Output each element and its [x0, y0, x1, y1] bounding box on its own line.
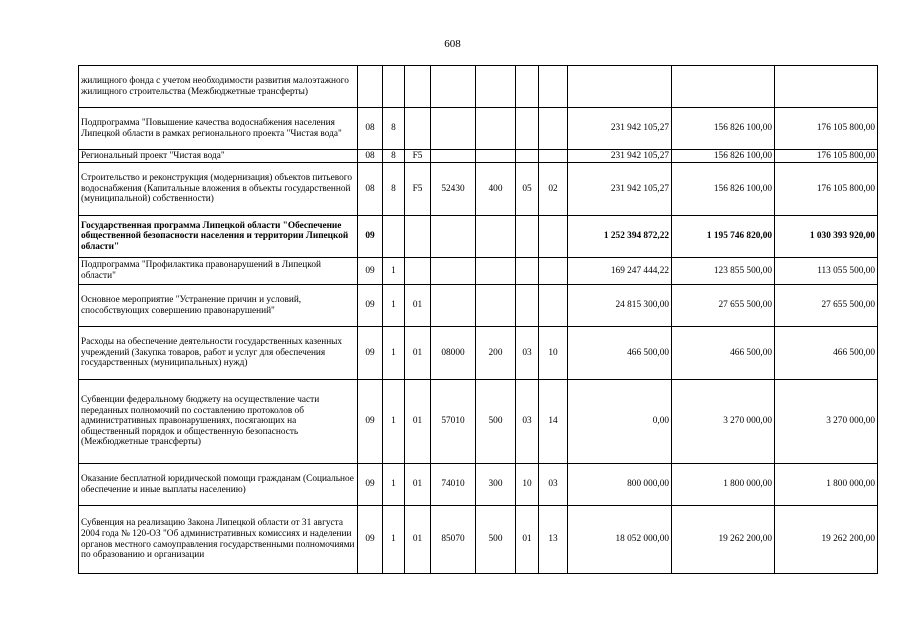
subprogram-code: 8	[383, 150, 405, 163]
amount-year-2: 27 655 500,00	[672, 285, 775, 327]
direction-code	[431, 66, 476, 108]
row-name: Подпрограмма "Повышение качества водоснабжения населения Липецкой области в рамках регионального проекта "Чистая вода"	[79, 108, 358, 150]
row-name: жилищного фонда с учетом необходимости развития малоэтажного жилищного строительства (Межбюджетные трансферты)	[79, 66, 358, 108]
gp-code: 09	[358, 506, 383, 574]
row-name: Расходы на обеспечение деятельности государственных казенных учреждений (Закупка товаров, работ и услуг для обеспечения государственных (муниципальных) нужд)	[79, 327, 358, 380]
amount-year-1: 18 052 000,00	[568, 506, 672, 574]
amount-year-3	[775, 66, 878, 108]
amount-year-3: 113 055 500,00	[775, 258, 878, 285]
amount-year-1	[568, 66, 672, 108]
subsection-code: 10	[539, 327, 568, 380]
direction-code	[431, 285, 476, 327]
section-code	[516, 285, 539, 327]
amount-year-3: 1 030 393 920,00	[775, 216, 878, 258]
direction-code	[431, 216, 476, 258]
direction-code: 57010	[431, 380, 476, 464]
gp-code: 09	[358, 258, 383, 285]
amount-year-2: 156 826 100,00	[672, 150, 775, 163]
table-row	[79, 258, 878, 285]
amount-year-2: 466 500,00	[672, 327, 775, 380]
event-code: 01	[405, 285, 431, 327]
section-code	[516, 150, 539, 163]
direction-code: 08000	[431, 327, 476, 380]
gp-code: 09	[358, 380, 383, 464]
table-row	[79, 464, 878, 506]
gp-code: 08	[358, 163, 383, 216]
event-code	[405, 216, 431, 258]
subprogram-code	[383, 216, 405, 258]
amount-year-1: 231 942 105,27	[568, 163, 672, 216]
amount-year-3: 176 105 800,00	[775, 108, 878, 150]
subsection-code	[539, 150, 568, 163]
table-row	[79, 327, 878, 380]
event-code	[405, 66, 431, 108]
expense-type-code	[476, 285, 516, 327]
subprogram-code: 8	[383, 163, 405, 216]
amount-year-3: 3 270 000,00	[775, 380, 878, 464]
direction-code	[431, 258, 476, 285]
expense-type-code: 500	[476, 506, 516, 574]
subsection-code: 03	[539, 464, 568, 506]
gp-code: 08	[358, 150, 383, 163]
subprogram-code: 1	[383, 327, 405, 380]
amount-year-1: 231 942 105,27	[568, 150, 672, 163]
amount-year-3: 1 800 000,00	[775, 464, 878, 506]
amount-year-2: 3 270 000,00	[672, 380, 775, 464]
expense-type-code	[476, 108, 516, 150]
amount-year-1: 24 815 300,00	[568, 285, 672, 327]
event-code: F5	[405, 150, 431, 163]
expense-type-code	[476, 216, 516, 258]
amount-year-1: 800 000,00	[568, 464, 672, 506]
event-code: 01	[405, 506, 431, 574]
event-code	[405, 108, 431, 150]
amount-year-3: 466 500,00	[775, 327, 878, 380]
amount-year-2	[672, 66, 775, 108]
row-name: Региональный проект "Чистая вода"	[79, 150, 358, 163]
gp-code: 08	[358, 108, 383, 150]
section-code	[516, 108, 539, 150]
table-row	[79, 380, 878, 464]
subsection-code	[539, 285, 568, 327]
subsection-code	[539, 66, 568, 108]
gp-code: 09	[358, 327, 383, 380]
section-code: 03	[516, 380, 539, 464]
expense-type-code: 500	[476, 380, 516, 464]
row-name: Государственная программа Липецкой области "Обеспечение общественной безопасности населения и территории Липецкой области"	[79, 216, 358, 258]
amount-year-1: 231 942 105,27	[568, 108, 672, 150]
section-code: 10	[516, 464, 539, 506]
section-code	[516, 216, 539, 258]
event-code: 01	[405, 327, 431, 380]
row-name: Субвенция на реализацию Закона Липецкой области от 31 августа 2004 года № 120-ОЗ "Об административных комиссиях и наделении органов местного самоуправления государственными полномочиями по образованию и организации	[79, 506, 358, 574]
table-row	[79, 66, 878, 108]
amount-year-2: 156 826 100,00	[672, 108, 775, 150]
table-row	[79, 285, 878, 327]
subsection-code: 14	[539, 380, 568, 464]
expense-type-code: 400	[476, 163, 516, 216]
amount-year-2: 19 262 200,00	[672, 506, 775, 574]
amount-year-1: 169 247 444,22	[568, 258, 672, 285]
subsection-code: 13	[539, 506, 568, 574]
subsection-code	[539, 216, 568, 258]
subsection-code: 02	[539, 163, 568, 216]
gp-code: 09	[358, 285, 383, 327]
subprogram-code: 1	[383, 506, 405, 574]
amount-year-1: 1 252 394 872,22	[568, 216, 672, 258]
expense-type-code: 200	[476, 327, 516, 380]
subprogram-code	[383, 66, 405, 108]
subsection-code	[539, 108, 568, 150]
event-code: F5	[405, 163, 431, 216]
amount-year-3: 176 105 800,00	[775, 150, 878, 163]
event-code: 01	[405, 380, 431, 464]
section-code: 01	[516, 506, 539, 574]
table-row	[79, 150, 878, 163]
expense-type-code: 300	[476, 464, 516, 506]
amount-year-2: 1 195 746 820,00	[672, 216, 775, 258]
subprogram-code: 1	[383, 258, 405, 285]
gp-code: 09	[358, 216, 383, 258]
section-code: 05	[516, 163, 539, 216]
section-code: 03	[516, 327, 539, 380]
expense-type-code	[476, 258, 516, 285]
row-name: Строительство и реконструкция (модернизация) объектов питьевого водоснабжения (Капитальные вложения в объекты государственной (муниципальной) собственности)	[79, 163, 358, 216]
section-code	[516, 66, 539, 108]
amount-year-2: 123 855 500,00	[672, 258, 775, 285]
row-name: Оказание бесплатной юридической помощи гражданам (Социальное обеспечение и иные выплаты населению)	[79, 464, 358, 506]
amount-year-3: 27 655 500,00	[775, 285, 878, 327]
direction-code	[431, 150, 476, 163]
row-name: Субвенции федеральному бюджету на осуществление части переданных полномочий по составлению протоколов об административных правонарушениях, посягающих на общественный порядок и общественную безопасность (Межбюджетные трансферты)	[79, 380, 358, 464]
gp-code	[358, 66, 383, 108]
amount-year-3: 19 262 200,00	[775, 506, 878, 574]
section-code	[516, 258, 539, 285]
table-row	[79, 506, 878, 574]
amount-year-3: 176 105 800,00	[775, 163, 878, 216]
subprogram-code: 1	[383, 464, 405, 506]
expense-type-code	[476, 150, 516, 163]
subsection-code	[539, 258, 568, 285]
subprogram-code: 8	[383, 108, 405, 150]
table-row	[79, 108, 878, 150]
page-number: 608	[444, 38, 461, 50]
row-name: Основное мероприятие "Устранение причин и условий, способствующих совершению правонарушений"	[79, 285, 358, 327]
amount-year-2: 1 800 000,00	[672, 464, 775, 506]
gp-code: 09	[358, 464, 383, 506]
amount-year-1: 0,00	[568, 380, 672, 464]
table-row	[79, 163, 878, 216]
direction-code	[431, 108, 476, 150]
expense-type-code	[476, 66, 516, 108]
budget-table	[78, 65, 878, 574]
amount-year-1: 466 500,00	[568, 327, 672, 380]
direction-code: 85070	[431, 506, 476, 574]
event-code	[405, 258, 431, 285]
row-name: Подпрограмма "Профилактика правонарушений в Липецкой области"	[79, 258, 358, 285]
direction-code: 52430	[431, 163, 476, 216]
subprogram-code: 1	[383, 380, 405, 464]
direction-code: 74010	[431, 464, 476, 506]
event-code: 01	[405, 464, 431, 506]
table-row	[79, 216, 878, 258]
subprogram-code: 1	[383, 285, 405, 327]
amount-year-2: 156 826 100,00	[672, 163, 775, 216]
